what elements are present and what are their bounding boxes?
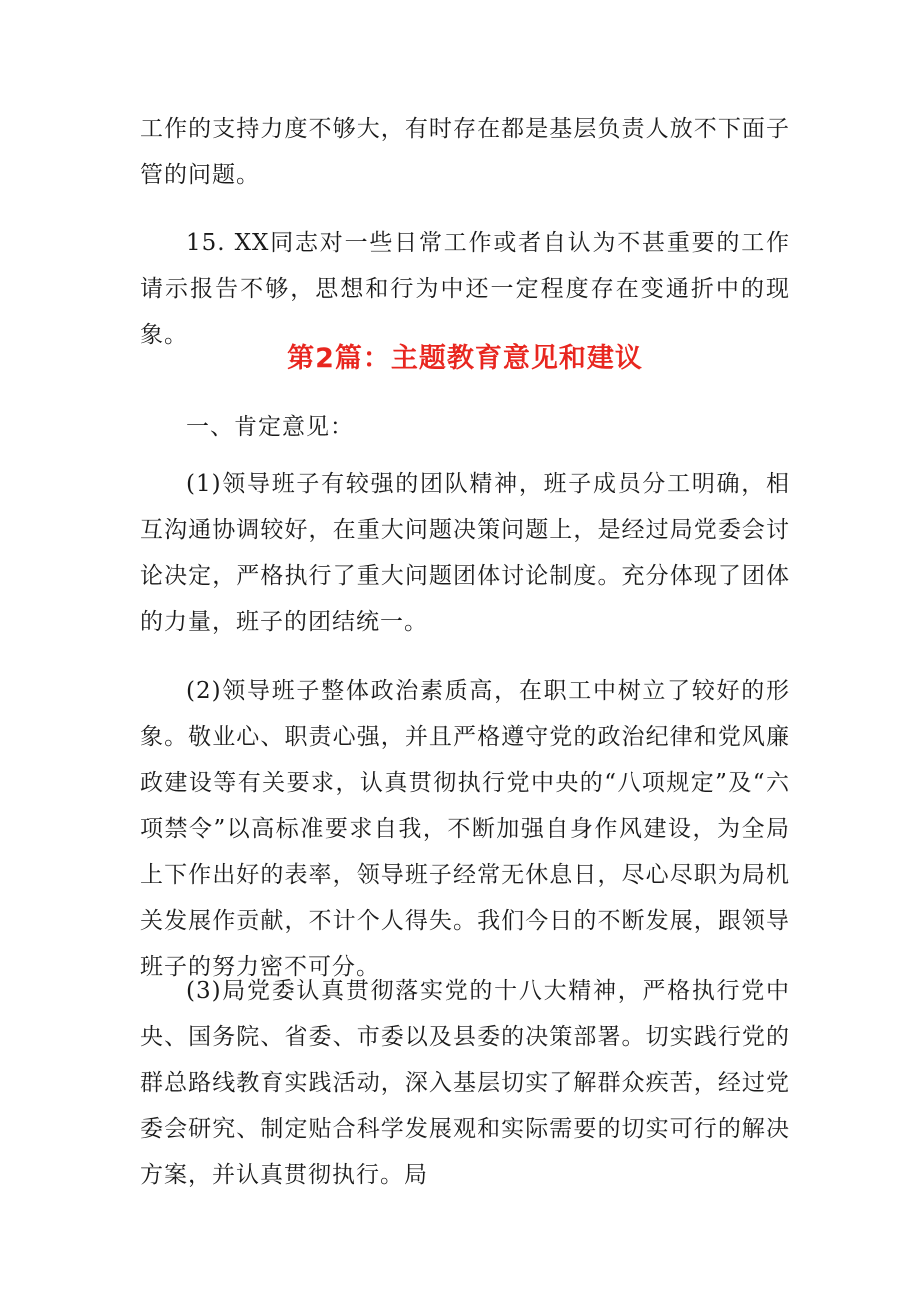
opinion-paragraph-2: (2)领导班子整体政治素质高，在职工中树立了较好的形象。敬业心、职责心强，并且严格遵守党的政治纪律和党风廉政建设等有关要求，认真贯彻执行党中央的“八项规定”及“六项禁令”以高标准要求自我，不断加强自身作风建设，为全局上下作出好的表率，领导班子经常无休息日，尽心尽职为局机关发展作贡献，不计个人得失。我们今日的不断发展，跟领导班子的努力密不可分。: [140, 678, 790, 980]
section-title: 第2篇：主题教育意见和建议: [287, 343, 643, 374]
opinion-paragraph-1: (1)领导班子有较强的团队精神，班子成员分工明确，相互沟通协调较好，在重大问题决策问题上，是经过局党委会讨论决定，严格执行了重大问题团体讨论制度。充分体现了团体的力量，班子的团结统一。: [140, 471, 790, 635]
subheading-affirmative-opinions: 一、肯定意见：: [186, 414, 354, 440]
paragraph-item-15: 15. XX同志对一些日常工作或者自认为不甚重要的工作请示报告不够，思想和行为中还一定程度存在变通折中的现象。: [140, 230, 790, 348]
opinion-paragraph-3: (3)局党委认真贯彻落实党的十八大精神，严格执行党中央、国务院、省委、市委以及县委的决策部署。切实践行党的群总路线教育实践活动，深入基层切实了解群众疾苦，经过党委会研究、制定贴合科学发展观和实际需要的切实可行的解决方案，并认真贯彻执行。局: [140, 978, 790, 1188]
paragraph-continuation: 工作的支持力度不够大，有时存在都是基层负责人放不下面子管的问题。: [140, 116, 790, 188]
